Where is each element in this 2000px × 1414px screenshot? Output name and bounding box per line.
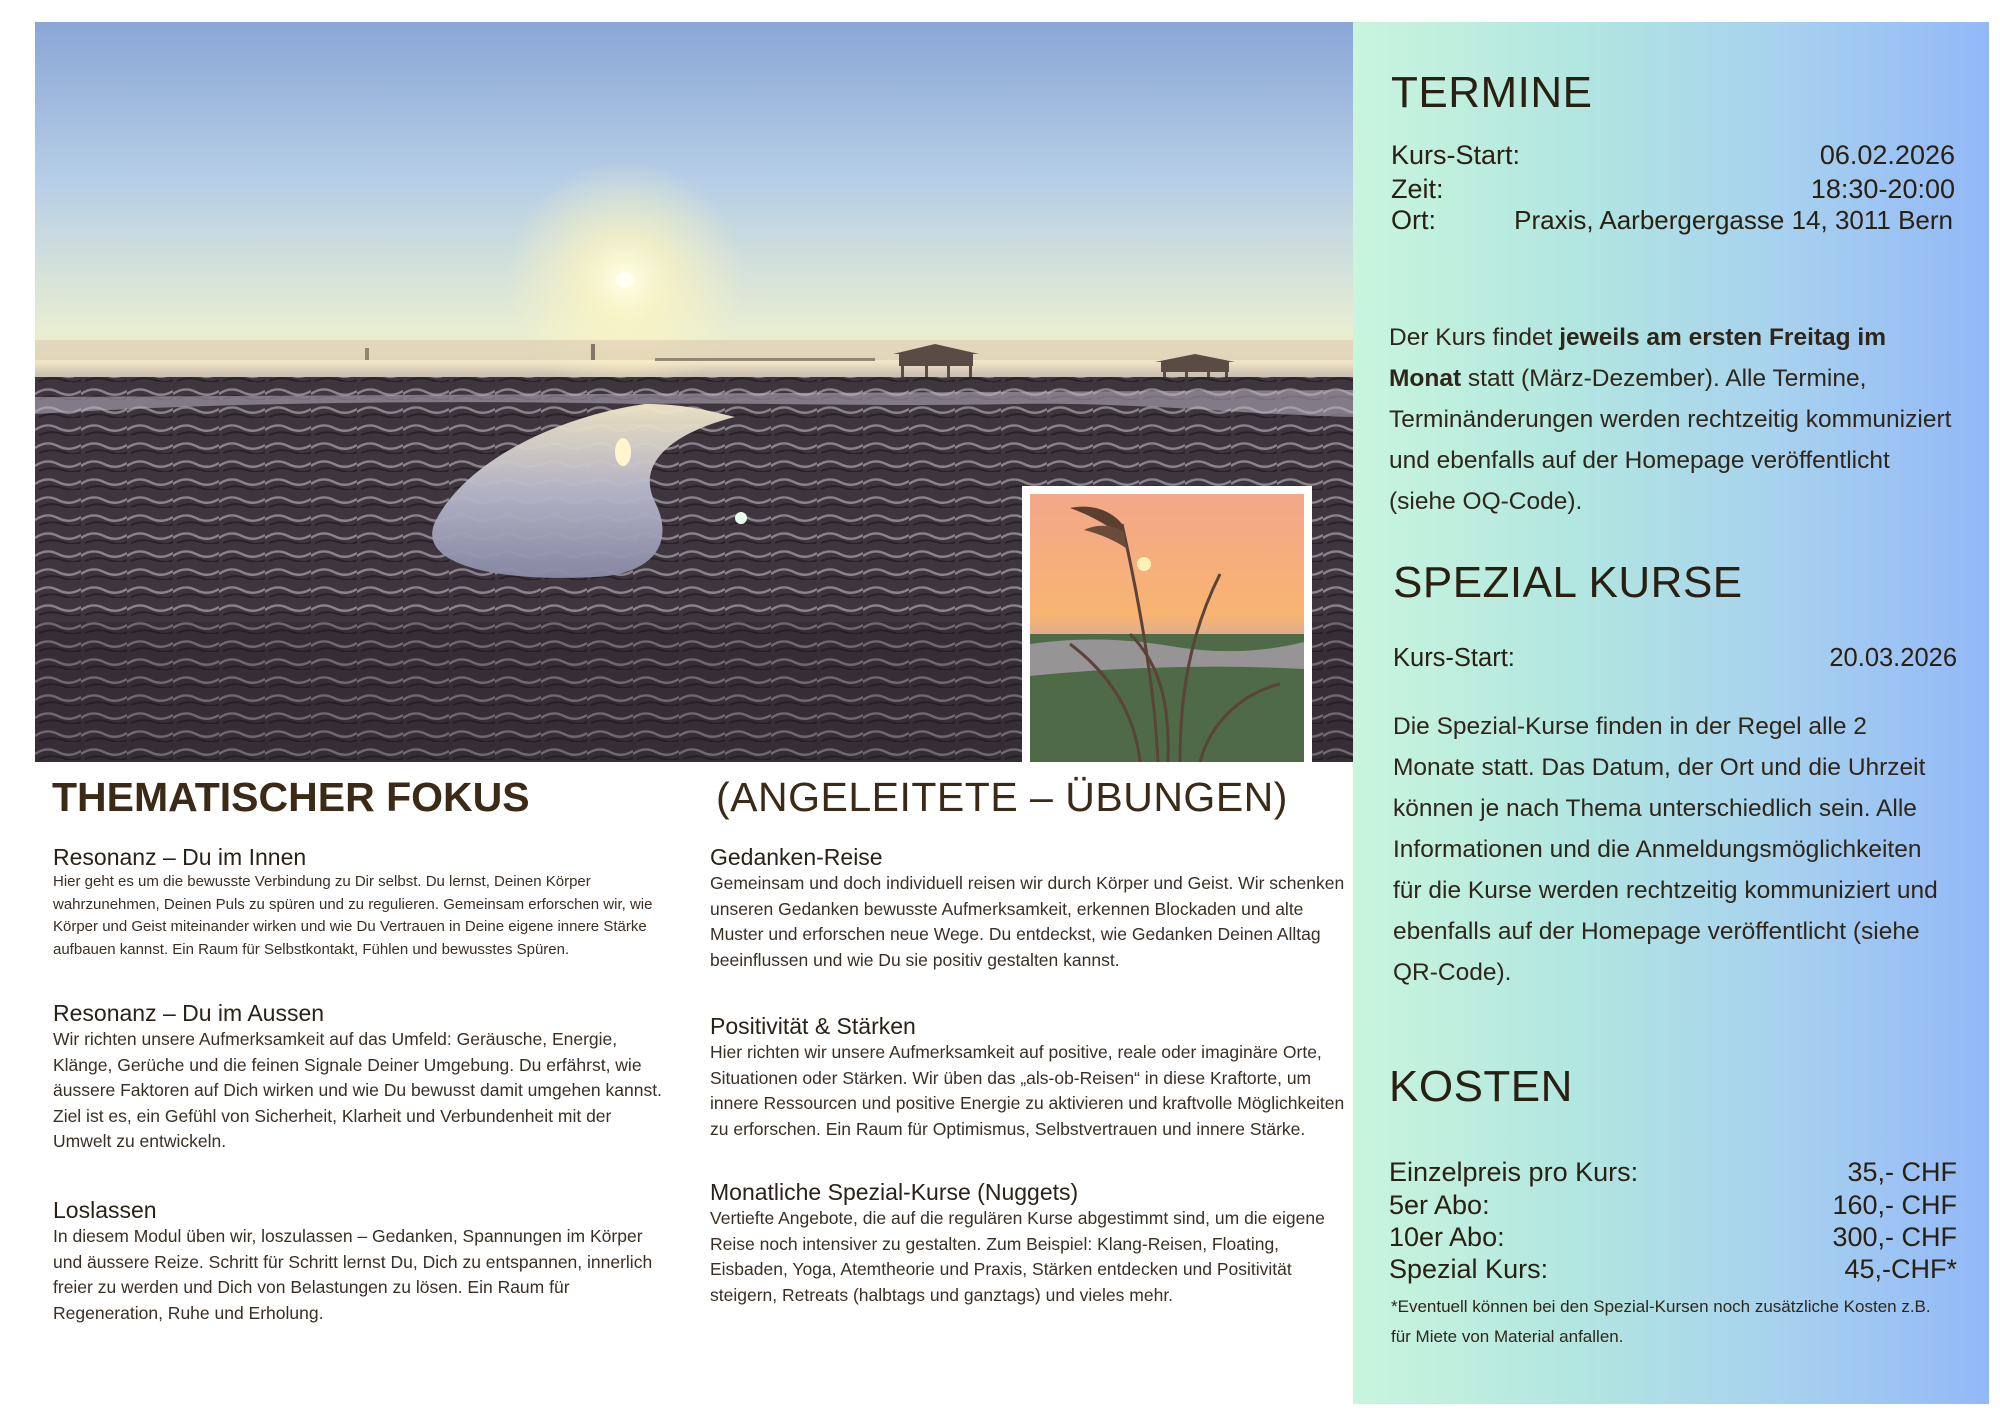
module-text: In diesem Modul üben wir, loszulassen – Gedanken, Spannungen im Körper und äussere Reize. Schritt für Schritt lernst Du, Dich zu entspannen, innerlich freier zu werden und Dich von Belastungen zu lösen. Ein Raum für Regeneration, Ruhe und Erholung. — [53, 1226, 653, 1323]
kosten-footnote: *Eventuell können bei den Spezial-Kursen noch zusätzliche Kosten z.B. für Miete von Material anfallen. — [1391, 1297, 1931, 1346]
module-spezial-kurse — [710, 1179, 1350, 1308]
label: Ort: — [1391, 205, 1436, 235]
heading-kosten: KOSTEN — [1389, 1062, 1573, 1111]
heading-termine: TERMINE — [1391, 68, 1593, 117]
price-row — [1389, 1157, 1957, 1188]
value: 06.02.2026 — [1819, 140, 1955, 170]
text-part: statt (März-Dezember). Alle Termine, Terminänderungen werden rechtzeitig kommuniziert und ebenfalls auf der Homepage veröffentlicht (siehe OQ-Code). — [1389, 365, 1952, 515]
spezial-description: Die Spezial-Kurse finden in der Regel alle 2 Monate statt. Das Datum, der Ort und die Uhrzeit können je nach Thema unterschiedlich sein. Alle Informationen und die Anmeldungsmöglichkeiten für die Kurse werden rechtzeitig kommuniziert und ebenfalls auf der Homepage veröffentlicht (siehe QR-Code). — [1393, 713, 1938, 986]
module-title: Gedanken-Reise — [710, 844, 883, 870]
value: 160,- CHF — [1832, 1190, 1957, 1220]
label: Kurs-Start: — [1393, 644, 1515, 672]
info-panel — [1353, 22, 1989, 1404]
row-ort — [1391, 205, 1953, 236]
row-zeit — [1391, 174, 1955, 205]
label: Zeit: — [1391, 174, 1444, 204]
value: 300,- CHF — [1832, 1222, 1957, 1252]
value: 35,- CHF — [1847, 1157, 1957, 1187]
module-resonanz-innen — [53, 844, 673, 961]
text-part: Der Kurs findet — [1389, 324, 1560, 351]
reeds-photo-drawing — [1030, 494, 1304, 762]
module-text: Wir richten unsere Aufmerksamkeit auf das Umfeld: Geräusche, Energie, Klänge, Gerüche und die feinen Signale Deiner Umgebung. Du erfährst, wie äussere Faktoren auf Dich wirken und wie Du bewusst damit umgehen kannst. Ziel ist es, ein Gefühl von Sicherheit, Klarheit und Verbundenheit mit der Umwelt zu entwickeln. — [53, 1029, 662, 1151]
module-gedanken-reise — [710, 844, 1350, 973]
row-kurs-start — [1391, 140, 1955, 171]
module-title: Resonanz – Du im Aussen — [53, 1000, 325, 1026]
label: Kurs-Start: — [1391, 140, 1521, 170]
reeds-photo — [1022, 486, 1312, 770]
module-text: Hier geht es um die bewusste Verbindung zu Dir selbst. Du lernst, Deinen Körper wahrzunehmen, Deinen Puls zu spüren und zu regulieren. Gemeinsam erforschen wir, wie Körper und Geist miteinander wirken und wie Du Vertrauen in Deine eigene innere Stärke aufbauen kannst. Ein Raum für Selbstkontakt, Fühlen und bewusstes Spüren. — [53, 873, 653, 958]
label: Einzelpreis pro Kurs: — [1389, 1157, 1639, 1187]
termine-description — [1389, 317, 1959, 522]
price-row — [1389, 1190, 1957, 1221]
text-emphasis: jeweils am ersten Freitag im Monat — [1389, 324, 1887, 392]
heading-angeleitete-uebungen: (ANGELEITETE – ÜBUNGEN) — [716, 774, 1288, 820]
module-text: Vertiefte Angebote, die auf die regulären Kurse abgestimmt sind, um die eigene Reise noch intensiver zu gestalten. Zum Beispiel: Klang-Reisen, Floating, Eisbaden, Yoga, Atemtheorie und Praxis, Stärken entdecken und Positivität steigern, Retreats (halbtags und ganztags) und vieles mehr. — [710, 1208, 1325, 1305]
label: 5er Abo: — [1389, 1190, 1490, 1220]
module-title: Monatliche Spezial-Kurse (Nuggets) — [710, 1179, 1079, 1205]
value: 45,-CHF* — [1844, 1254, 1957, 1284]
module-title: Resonanz – Du im Innen — [53, 844, 307, 870]
module-positivitaet-staerken — [710, 1013, 1350, 1142]
module-loslassen — [53, 1197, 673, 1326]
module-title: Positivität & Stärken — [710, 1013, 916, 1039]
label: 10er Abo: — [1389, 1222, 1505, 1252]
module-text: Hier richten wir unsere Aufmerksamkeit auf positive, reale oder imaginäre Orte, Situationen oder Stärken. Wir üben das „als-ob-Reisen“ in diese Kraftorte, um innere Ressourcen und positive Energie zu aktivieren und kraftvolle Möglichkeiten zu erforschen. Ein Raum für Optimismus, Selbstvertrauen und innere Stärke. — [710, 1042, 1345, 1139]
value: 20.03.2026 — [1829, 644, 1957, 672]
heading-spezial-kurse: SPEZIAL KURSE — [1393, 558, 1743, 607]
label: Spezial Kurs: — [1389, 1254, 1549, 1284]
row-spezial-start — [1393, 644, 1957, 673]
module-text: Gemeinsam und doch individuell reisen wir durch Körper und Geist. Wir schenken unseren Gedanken bewusste Aufmerksamkeit, erkennen Blockaden und alte Muster und erforschen neue Wege. Du entdeckst, wie Gedanken Deinen Alltag beeinflussen und wie Du sie positiv gestalten kannst. — [710, 873, 1345, 970]
value: Praxis, Aarbergergasse 14, 3011 Bern — [1514, 205, 1953, 235]
value: 18:30-20:00 — [1810, 174, 1955, 204]
price-row — [1389, 1254, 1957, 1285]
module-resonanz-aussen — [53, 1000, 673, 1155]
price-row — [1389, 1222, 1957, 1253]
heading-thematischer-fokus: THEMATISCHER FOKUS — [52, 774, 530, 820]
module-title: Loslassen — [53, 1197, 157, 1223]
